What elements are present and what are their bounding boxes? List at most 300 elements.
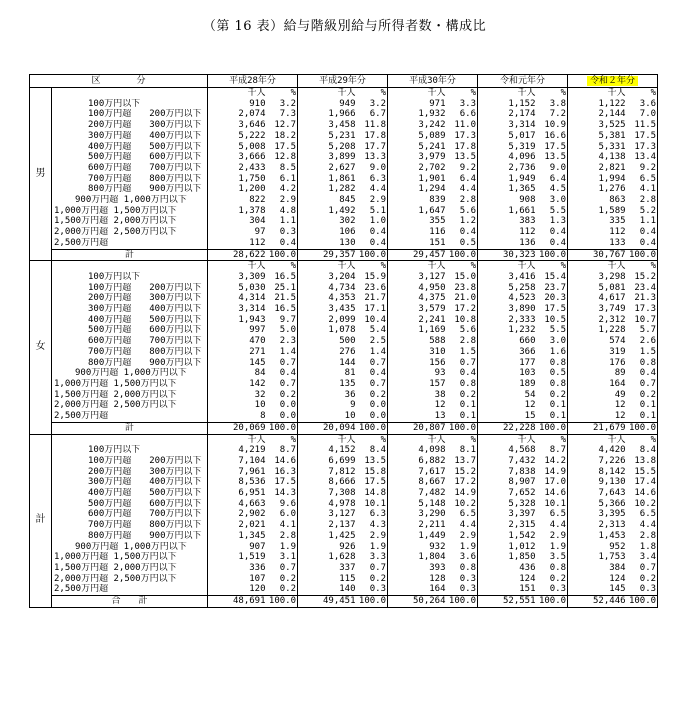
unit-label: 千人 — [517, 434, 536, 445]
count-cell: 5,258 — [508, 282, 536, 293]
count-cell: 142 — [249, 378, 266, 389]
count-cell: 177 — [519, 357, 536, 368]
ratio-cell: 0.4 — [538, 227, 568, 238]
ratio-cell: 2.5 — [358, 336, 388, 347]
count-cell: 3,397 — [508, 509, 536, 520]
total-count-cell: 52,446 — [568, 596, 628, 608]
count-cell: 7,432 — [508, 455, 536, 466]
count-cell: 1,365 — [508, 184, 536, 195]
count-cell: 4,098 — [418, 445, 446, 456]
ratio-cell: 6.4 — [538, 174, 568, 185]
year-header-highlighted — [568, 75, 658, 88]
table-row — [30, 315, 658, 326]
ratio-cell: 15.2 — [448, 467, 478, 478]
year-header: 令和元年分 — [478, 75, 568, 88]
ratio-cell: 0.0 — [268, 400, 298, 411]
ratio-cell: 9.2 — [628, 163, 658, 174]
unit-label: 千人 — [427, 88, 446, 98]
class-label — [52, 184, 208, 195]
class-label-text: 300万円超 400万円以下 — [88, 130, 202, 141]
ratio-cell: 17.2 — [448, 477, 478, 488]
ratio-cell: 0.8 — [448, 563, 478, 574]
count-cell: 164 — [609, 378, 626, 389]
table-row — [30, 379, 658, 390]
count-cell: 4,420 — [598, 445, 626, 456]
class-label — [52, 542, 208, 553]
class-label — [52, 304, 208, 315]
table-row — [30, 488, 658, 499]
total-ratio-cell: 100.0 — [358, 422, 387, 433]
count-cell: 393 — [429, 562, 446, 573]
section-label: 女 — [30, 261, 52, 434]
class-label — [52, 509, 208, 520]
count-cell: 3,127 — [328, 509, 356, 520]
count-cell: 7,308 — [328, 488, 356, 499]
total-count-cell: 29,457 — [388, 249, 448, 261]
ratio-cell: 0.4 — [358, 368, 388, 379]
count-cell: 384 — [609, 562, 626, 573]
ratio-cell: 0.2 — [538, 390, 568, 401]
ratio-cell: 3.2 — [268, 99, 298, 110]
count-cell: 1,492 — [328, 205, 356, 216]
class-label-text: 700万円超 800万円以下 — [88, 520, 202, 531]
pct-label: % — [358, 434, 388, 445]
count-cell: 383 — [519, 216, 536, 227]
ratio-cell: 0.4 — [628, 238, 658, 249]
count-cell: 4,663 — [238, 498, 266, 509]
count-cell: 3,395 — [598, 509, 626, 520]
class-label — [52, 347, 208, 358]
ratio-cell: 3.4 — [628, 552, 658, 563]
count-cell: 81 — [344, 368, 356, 379]
count-cell: 120 — [249, 584, 266, 595]
count-cell: 4,617 — [598, 293, 626, 304]
ratio-cell: 2.9 — [448, 531, 478, 542]
count-cell: 500 — [339, 336, 356, 347]
total-label-text: 計 — [125, 422, 135, 433]
ratio-cell: 0.4 — [538, 238, 568, 249]
total-ratio-cell: 100.0 — [628, 249, 657, 260]
count-cell: 38 — [434, 389, 446, 400]
class-label — [52, 531, 208, 542]
ratio-cell: 3.3 — [358, 552, 388, 563]
ratio-cell: 5.6 — [448, 206, 478, 217]
ratio-cell: 1.5 — [628, 347, 658, 358]
total-row — [30, 249, 658, 261]
ratio-cell: 15.4 — [538, 272, 568, 283]
count-cell: 12 — [614, 411, 626, 422]
count-cell: 116 — [429, 227, 446, 238]
ratio-cell: 9.0 — [538, 163, 568, 174]
count-cell: 5,017 — [508, 130, 536, 141]
highlight-marker: 令和２年分 — [587, 76, 638, 87]
count-cell: 112 — [609, 227, 626, 238]
count-cell: 1,425 — [328, 530, 356, 541]
table-row — [30, 520, 658, 531]
ratio-cell: 6.1 — [268, 174, 298, 185]
ratio-cell: 4.4 — [538, 520, 568, 531]
class-label — [52, 552, 208, 563]
count-cell: 2,099 — [328, 314, 356, 325]
table-row — [30, 272, 658, 283]
total-ratio-cell: 100.0 — [538, 422, 567, 433]
count-cell: 10 — [254, 400, 266, 411]
ratio-cell: 0.4 — [358, 227, 388, 238]
table-row — [30, 120, 658, 131]
class-label-text: 500万円超 600万円以下 — [88, 325, 202, 336]
ratio-cell: 4.8 — [268, 206, 298, 217]
total-ratio-cell: 100.0 — [628, 596, 657, 607]
salary-distribution-table — [29, 74, 658, 608]
ratio-cell: 15.2 — [628, 272, 658, 283]
class-label — [52, 315, 208, 326]
ratio-cell: 3.8 — [538, 99, 568, 110]
ratio-cell: 13.5 — [448, 152, 478, 163]
section-label: 男 — [30, 88, 52, 261]
count-cell: 366 — [519, 346, 536, 357]
count-cell: 436 — [519, 562, 536, 573]
page-title: （第 16 表）給与階級別給与所得者数・構成比 — [202, 19, 487, 34]
unit-label: 千人 — [427, 434, 446, 445]
count-cell: 3,314 — [508, 120, 536, 131]
ratio-cell: 17.5 — [538, 304, 568, 315]
ratio-cell: 9.6 — [268, 499, 298, 510]
count-cell: 1,750 — [238, 173, 266, 184]
pct-label: % — [538, 434, 568, 445]
table-row — [30, 584, 658, 595]
count-cell: 112 — [249, 237, 266, 248]
class-label — [52, 238, 208, 249]
count-cell: 997 — [249, 325, 266, 336]
class-label-text: 900万円超 1,000万円以下 — [75, 195, 187, 206]
ratio-cell: 14.6 — [268, 456, 298, 467]
class-label-text: 200万円超 300万円以下 — [88, 293, 202, 304]
ratio-cell: 4.5 — [538, 184, 568, 195]
count-cell: 7,643 — [598, 488, 626, 499]
count-cell: 2,821 — [598, 162, 626, 173]
count-cell: 4,314 — [238, 293, 266, 304]
class-label-text: 300万円超 400万円以下 — [88, 304, 202, 315]
ratio-cell: 0.2 — [268, 390, 298, 401]
ratio-cell: 6.0 — [268, 509, 298, 520]
class-label-text: 2,000万円超 2,500万円以下 — [54, 573, 177, 584]
class-label-text: 700万円超 800万円以下 — [88, 346, 202, 357]
count-cell: 36 — [344, 389, 356, 400]
unit-label: 千人 — [337, 88, 356, 98]
ratio-cell: 16.6 — [538, 131, 568, 142]
total-ratio-cell: 100.0 — [358, 249, 387, 260]
class-label — [52, 584, 208, 595]
ratio-cell: 6.5 — [628, 174, 658, 185]
table-row — [30, 542, 658, 553]
ratio-cell: 17.5 — [628, 131, 658, 142]
class-label — [52, 109, 208, 120]
ratio-cell: 11.0 — [448, 120, 478, 131]
ratio-cell: 6.5 — [538, 509, 568, 520]
count-cell: 310 — [429, 346, 446, 357]
ratio-cell: 2.9 — [268, 195, 298, 206]
ratio-cell: 3.3 — [448, 99, 478, 110]
total-label — [52, 422, 208, 434]
ratio-cell: 17.0 — [538, 477, 568, 488]
total-ratio-cell: 100.0 — [268, 249, 297, 260]
count-cell: 302 — [339, 216, 356, 227]
class-label-text: 300万円超 400万円以下 — [88, 477, 202, 488]
count-cell: 10 — [344, 411, 356, 422]
ratio-cell: 11.5 — [628, 120, 658, 131]
table-row — [30, 163, 658, 174]
count-cell: 3,666 — [238, 152, 266, 163]
table-row — [30, 304, 658, 315]
count-cell: 1,282 — [328, 184, 356, 195]
table-row — [30, 109, 658, 120]
ratio-cell: 0.8 — [538, 358, 568, 369]
ratio-cell: 4.4 — [628, 520, 658, 531]
count-cell: 1,122 — [598, 98, 626, 109]
count-cell: 2,736 — [508, 162, 536, 173]
count-cell: 1,647 — [418, 205, 446, 216]
ratio-cell: 0.3 — [628, 584, 658, 595]
total-count-cell: 22,228 — [478, 422, 538, 434]
class-label-text: 2,500万円超 — [54, 584, 109, 595]
table-row — [30, 99, 658, 110]
total-row — [30, 596, 658, 608]
count-cell: 124 — [609, 573, 626, 584]
count-cell: 6,699 — [328, 455, 356, 466]
ratio-cell: 13.4 — [628, 152, 658, 163]
total-count-cell: 28,622 — [208, 249, 268, 261]
ratio-cell: 6.7 — [358, 109, 388, 120]
class-label-text: 400万円超 500万円以下 — [88, 141, 202, 152]
ratio-cell: 1.9 — [448, 542, 478, 553]
ratio-cell: 0.3 — [448, 574, 478, 585]
count-cell: 7,961 — [238, 466, 266, 477]
kubun-header: 区 分 — [30, 75, 208, 88]
count-cell: 12 — [614, 400, 626, 411]
ratio-cell: 0.5 — [538, 368, 568, 379]
count-cell: 145 — [609, 584, 626, 595]
count-cell: 4,950 — [418, 282, 446, 293]
count-cell: 49 — [614, 389, 626, 400]
total-ratio-cell: 100.0 — [448, 422, 477, 433]
class-label-text: 200万円超 300万円以下 — [88, 120, 202, 131]
ratio-cell: 21.5 — [268, 293, 298, 304]
count-cell: 337 — [339, 562, 356, 573]
ratio-cell: 0.7 — [358, 563, 388, 574]
count-cell: 151 — [429, 237, 446, 248]
ratio-cell: 15.8 — [358, 467, 388, 478]
unit-row — [30, 88, 658, 99]
ratio-cell: 0.4 — [628, 227, 658, 238]
table-row — [30, 216, 658, 227]
table-row — [30, 206, 658, 217]
ratio-cell: 10.8 — [448, 315, 478, 326]
ratio-cell: 0.0 — [268, 411, 298, 422]
total-ratio-cell: 100.0 — [448, 596, 477, 607]
ratio-cell: 13.8 — [628, 456, 658, 467]
total-count-cell: 20,069 — [208, 422, 268, 434]
total-ratio-cell: 100.0 — [538, 596, 567, 607]
ratio-cell: 4.2 — [268, 184, 298, 195]
count-cell: 304 — [249, 216, 266, 227]
table-row — [30, 347, 658, 358]
ratio-cell: 15.5 — [628, 467, 658, 478]
ratio-cell: 2.9 — [538, 531, 568, 542]
table-row — [30, 336, 658, 347]
ratio-cell: 5.0 — [268, 325, 298, 336]
ratio-cell: 1.9 — [538, 542, 568, 553]
count-cell: 12 — [434, 400, 446, 411]
count-cell: 1,932 — [418, 109, 446, 120]
table-row — [30, 325, 658, 336]
class-label — [52, 174, 208, 185]
ratio-cell: 23.6 — [358, 283, 388, 294]
class-label — [52, 206, 208, 217]
count-cell: 8,536 — [238, 477, 266, 488]
class-label-text: 100万円以下 — [88, 271, 141, 282]
ratio-cell: 0.3 — [358, 584, 388, 595]
count-cell: 84 — [254, 368, 266, 379]
count-cell: 7,812 — [328, 466, 356, 477]
unit-label: 千人 — [607, 261, 626, 272]
total-ratio-cell: 100.0 — [268, 422, 297, 433]
table-row — [30, 368, 658, 379]
ratio-cell: 9.7 — [268, 315, 298, 326]
ratio-cell: 5.5 — [538, 325, 568, 336]
ratio-cell: 17.8 — [448, 142, 478, 153]
table-row — [30, 456, 658, 467]
table-row — [30, 293, 658, 304]
ratio-cell: 14.2 — [538, 456, 568, 467]
ratio-cell: 20.3 — [538, 293, 568, 304]
ratio-cell: 0.4 — [448, 227, 478, 238]
ratio-cell: 6.4 — [448, 174, 478, 185]
count-cell: 3,525 — [598, 120, 626, 131]
ratio-cell: 0.7 — [628, 379, 658, 390]
count-cell: 133 — [609, 237, 626, 248]
class-label — [52, 574, 208, 585]
total-row — [30, 422, 658, 434]
count-cell: 3,749 — [598, 304, 626, 315]
class-label — [52, 520, 208, 531]
count-cell: 5,208 — [328, 141, 356, 152]
class-label-text: 600万円超 700万円以下 — [88, 336, 202, 347]
count-cell: 9,130 — [598, 477, 626, 488]
ratio-cell: 0.4 — [268, 368, 298, 379]
count-cell: 3,314 — [238, 304, 266, 315]
ratio-cell: 17.7 — [358, 142, 388, 153]
ratio-cell: 8.1 — [448, 445, 478, 456]
table-row — [30, 445, 658, 456]
class-label — [52, 467, 208, 478]
count-cell: 1,901 — [418, 173, 446, 184]
class-label — [52, 272, 208, 283]
ratio-cell: 0.7 — [268, 563, 298, 574]
count-cell: 5,328 — [508, 498, 536, 509]
count-cell: 1,378 — [238, 205, 266, 216]
count-cell: 1,861 — [328, 173, 356, 184]
ratio-cell: 5.4 — [358, 325, 388, 336]
ratio-cell: 13.7 — [448, 456, 478, 467]
ratio-cell: 1.5 — [448, 347, 478, 358]
unit-label: 千人 — [247, 88, 266, 98]
ratio-cell: 21.3 — [628, 293, 658, 304]
unit-label: 千人 — [607, 434, 626, 445]
class-label-text: 600万円超 700万円以下 — [88, 509, 202, 520]
count-cell: 470 — [249, 336, 266, 347]
ratio-cell: 15.0 — [448, 272, 478, 283]
pct-label: % — [628, 434, 658, 445]
count-cell: 124 — [519, 573, 536, 584]
count-cell: 3,458 — [328, 120, 356, 131]
ratio-cell: 4.4 — [358, 184, 388, 195]
count-cell: 157 — [429, 378, 446, 389]
class-label-text: 100万円超 200万円以下 — [88, 455, 202, 466]
count-cell: 949 — [339, 98, 356, 109]
ratio-cell: 0.1 — [448, 411, 478, 422]
class-label-text: 100万円以下 — [88, 445, 141, 456]
pct-label: % — [268, 88, 298, 99]
class-label-text: 500万円超 600万円以下 — [88, 498, 202, 509]
count-cell: 9 — [350, 400, 356, 411]
ratio-cell: 17.5 — [268, 142, 298, 153]
ratio-cell: 0.1 — [628, 400, 658, 411]
ratio-cell: 1.1 — [268, 216, 298, 227]
class-label-text: 1,500万円超 2,000万円以下 — [54, 562, 177, 573]
class-label — [52, 563, 208, 574]
count-cell: 1,542 — [508, 530, 536, 541]
count-cell: 2,702 — [418, 162, 446, 173]
table-row — [30, 238, 658, 249]
class-label — [52, 499, 208, 510]
table-row — [30, 400, 658, 411]
count-cell: 4,568 — [508, 445, 536, 456]
count-cell: 145 — [249, 357, 266, 368]
count-cell: 2,137 — [328, 520, 356, 531]
unit-row — [30, 434, 658, 445]
class-label-text: 100万円以下 — [88, 98, 141, 109]
year-header: 平成30年分 — [388, 75, 478, 88]
total-ratio-cell: 100.0 — [448, 249, 477, 260]
ratio-cell: 0.1 — [448, 400, 478, 411]
ratio-cell: 1.9 — [268, 542, 298, 553]
ratio-cell: 7.2 — [538, 109, 568, 120]
class-label-text: 1,000万円超 1,500万円以下 — [54, 378, 177, 389]
count-cell: 128 — [429, 573, 446, 584]
pct-label: % — [448, 261, 478, 272]
count-cell: 7,838 — [508, 466, 536, 477]
count-cell: 1,169 — [418, 325, 446, 336]
count-cell: 822 — [249, 195, 266, 206]
count-cell: 3,579 — [418, 304, 446, 315]
count-cell: 151 — [519, 584, 536, 595]
count-cell: 3,127 — [418, 271, 446, 282]
ratio-cell: 17.5 — [358, 477, 388, 488]
count-cell: 5,231 — [328, 130, 356, 141]
table-row — [30, 411, 658, 422]
ratio-cell: 0.4 — [268, 238, 298, 249]
ratio-cell: 13.5 — [538, 152, 568, 163]
count-cell: 112 — [519, 227, 536, 238]
ratio-cell: 8.4 — [628, 445, 658, 456]
count-cell: 5,030 — [238, 282, 266, 293]
ratio-cell: 3.1 — [268, 552, 298, 563]
count-cell: 5,381 — [598, 130, 626, 141]
ratio-cell: 17.4 — [628, 477, 658, 488]
count-cell: 3,646 — [238, 120, 266, 131]
class-label — [52, 152, 208, 163]
count-cell: 7,482 — [418, 488, 446, 499]
